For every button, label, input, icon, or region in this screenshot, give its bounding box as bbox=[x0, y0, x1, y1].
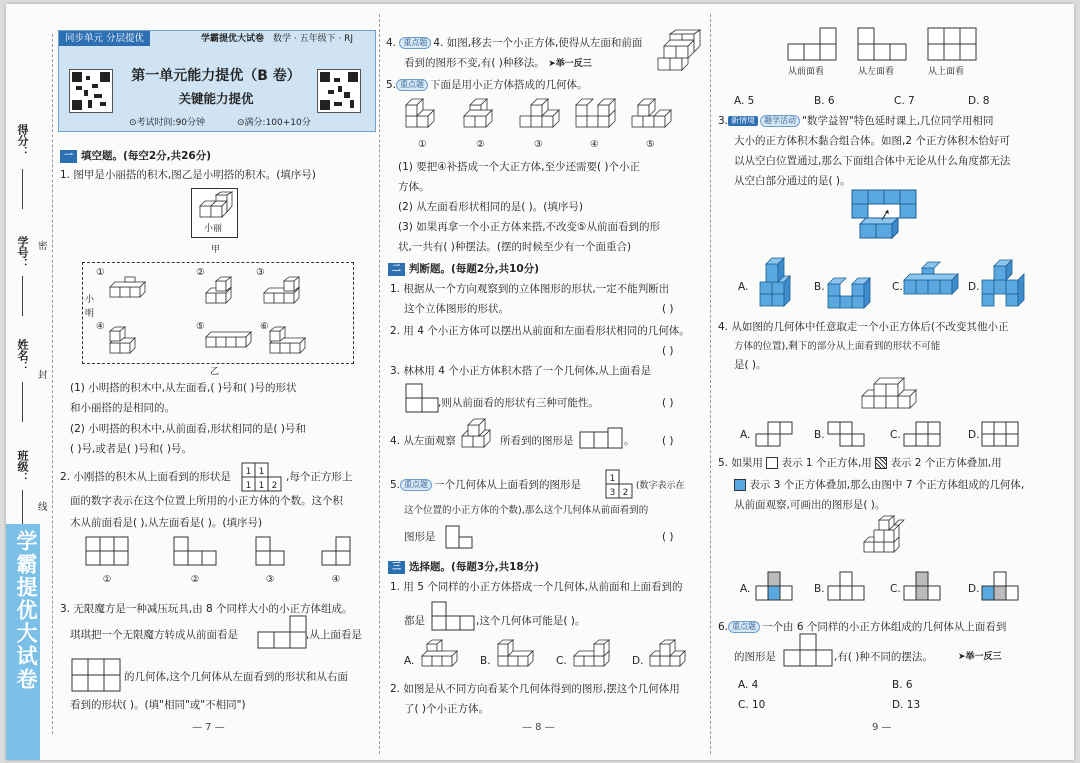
cell-5: 2 bbox=[271, 481, 278, 491]
j5-line3: 图形是 bbox=[404, 531, 436, 543]
seal-char-3: 线 bbox=[38, 502, 48, 513]
c2-view-front bbox=[788, 28, 836, 78]
cell-1: 1 bbox=[245, 467, 252, 477]
q2-option-2[interactable] bbox=[174, 537, 216, 586]
c5-line3: 从前面观察,可画出的图形是( )。 bbox=[734, 499, 886, 511]
c3-option-d[interactable] bbox=[968, 258, 1026, 310]
label-jia: 甲 bbox=[211, 245, 221, 255]
c4-option-c[interactable] bbox=[890, 422, 940, 446]
option-label: ③ bbox=[265, 574, 275, 585]
label-yi: 乙 bbox=[210, 367, 220, 377]
j1-answer[interactable]: ( ) bbox=[662, 303, 674, 315]
exam-spread bbox=[6, 4, 1074, 760]
j4-text3: 。 bbox=[624, 435, 635, 447]
q3-front-view bbox=[258, 616, 306, 648]
c3-text1: "数学益智"特色延时课上,几位同学用相同 bbox=[802, 115, 994, 127]
j4-figure bbox=[462, 418, 502, 452]
c5-text3: 表示 2 个正方体叠加,用 bbox=[890, 457, 1002, 469]
q3-line4: 看到的形状( )。(填"相同"或"不相同") bbox=[70, 699, 246, 711]
option-label: ② bbox=[476, 139, 485, 150]
q2-top-view-grid bbox=[242, 463, 282, 491]
option-label: D. bbox=[632, 655, 644, 667]
section-title: 选择题。(每题3分,共18分) bbox=[409, 561, 540, 573]
c5-option-b[interactable] bbox=[814, 572, 864, 602]
page-divider-1 bbox=[379, 14, 380, 754]
j3-answer[interactable]: ( ) bbox=[662, 397, 674, 409]
j4-text1: 4. 从左面观察 bbox=[390, 435, 456, 447]
c2-line1: 2. 如图是从不同方向看某个几何体得到的图形,摆这个几何体用 bbox=[390, 683, 680, 695]
view-label: 从上面看 bbox=[928, 67, 965, 77]
j2-answer[interactable]: ( ) bbox=[662, 345, 674, 357]
circle-num: ⑤ bbox=[196, 321, 205, 332]
option-label: B. bbox=[814, 281, 825, 293]
q4-tag: 重点题 bbox=[399, 37, 431, 49]
q4-text1: 4. 如图,移去一个小正方体,使得从左面和前面 bbox=[433, 37, 643, 49]
seal-char-2: 封 bbox=[38, 370, 48, 381]
c5-text2: 表示 1 个正方体,用 bbox=[781, 457, 872, 469]
j5-view bbox=[446, 526, 472, 548]
cell-2: 1 bbox=[258, 467, 265, 477]
option-label: ③ bbox=[534, 139, 543, 150]
c3-option-a[interactable] bbox=[738, 258, 794, 310]
q2-option-4[interactable] bbox=[322, 537, 350, 586]
q5-tag: 重点题 bbox=[396, 79, 428, 91]
q2-option-1[interactable] bbox=[86, 537, 128, 586]
q4-number: 4. bbox=[386, 37, 400, 49]
j2-line: 2. 用 4 个小正方体可以摆出从前面和左面看形状相同的几何体。 bbox=[390, 325, 690, 337]
brand-text: 学霸提优大试卷 bbox=[14, 530, 38, 691]
option-label: ① bbox=[418, 139, 427, 150]
series-name: 学霸提优大试卷 bbox=[201, 34, 265, 44]
book-info: 数学 · 五年级下 · RJ bbox=[273, 34, 354, 44]
header-ribbon: 同步单元 分层提优 bbox=[59, 31, 150, 46]
student-id-line bbox=[22, 276, 23, 316]
option-label: D. bbox=[968, 429, 980, 441]
c4-option-b[interactable] bbox=[814, 422, 864, 446]
c1-option-a[interactable] bbox=[404, 640, 464, 670]
q4-line1 bbox=[386, 36, 642, 50]
option-label: C. bbox=[892, 281, 903, 293]
legend-square-white bbox=[766, 457, 778, 469]
c6-more-link[interactable]: ➤举一反三 bbox=[958, 652, 1002, 662]
option-label: B. bbox=[814, 429, 825, 441]
q5-figure-4 bbox=[576, 98, 616, 151]
j5-number: 5. bbox=[390, 479, 401, 491]
option-label: A. bbox=[738, 281, 749, 293]
q5-figures bbox=[406, 98, 674, 154]
cell-4: 1 bbox=[258, 481, 265, 491]
option-label: A. bbox=[740, 583, 751, 595]
j4-answer[interactable]: ( ) bbox=[662, 435, 674, 447]
circle-num: ④ bbox=[96, 321, 105, 332]
c3-figure bbox=[852, 190, 928, 252]
c6-top-view bbox=[784, 634, 832, 666]
c4-figure bbox=[862, 376, 922, 414]
c2-option-b[interactable]: B. 6 bbox=[814, 95, 835, 107]
q4-line2 bbox=[404, 56, 592, 71]
q5-text: 下面是用小正方体搭成的几何体。 bbox=[430, 79, 588, 91]
section-number: 三 bbox=[388, 561, 405, 574]
section-title: 填空题。(每空2分,共26分) bbox=[81, 150, 212, 162]
c6-number: 6. bbox=[718, 621, 729, 633]
header-banner bbox=[58, 30, 376, 132]
j3-line1: 3. 林林用 4 个小正方体积木搭了一个几何体,从上面看是 bbox=[390, 365, 652, 377]
class-label: 班级： bbox=[16, 450, 29, 483]
option-label: D. bbox=[968, 281, 980, 293]
exam-score: ⊙满分:100+10分 bbox=[237, 118, 311, 128]
section-title: 判断题。(每题2分,共10分) bbox=[409, 263, 540, 275]
q5-figure-2 bbox=[464, 98, 500, 151]
q5-1-line1: (1) 要把④补搭成一个大正方体,至少还需要( )个小正 bbox=[398, 161, 640, 173]
cell-2: 3 bbox=[609, 488, 616, 498]
name-line bbox=[22, 382, 23, 422]
page-number-9: 9 — bbox=[872, 722, 892, 733]
label-xiaoming: 小明 bbox=[85, 295, 95, 319]
page-number-8: — 8 — bbox=[522, 722, 555, 733]
q3-line2-end: ,从上面看是 bbox=[306, 629, 362, 641]
figure-jia bbox=[191, 188, 238, 238]
option-label: ② bbox=[190, 574, 200, 585]
q5-3-line2: 状,一共有( )种摆法。(摆的时候至少有一个面重合) bbox=[398, 241, 632, 253]
cell-3: 1 bbox=[245, 481, 252, 491]
score-label: 得分： bbox=[16, 124, 29, 157]
section-number: 一 bbox=[60, 150, 77, 163]
j5-line2: 这个位置的小正方体的个数),那么这个几何体从前面看到的 bbox=[404, 505, 649, 516]
score-line bbox=[22, 169, 23, 209]
option-label: A. bbox=[740, 429, 751, 441]
option-label: B. bbox=[480, 655, 491, 667]
option-label: ④ bbox=[590, 139, 599, 150]
cell-3: 2 bbox=[622, 488, 629, 498]
qr-code-icon-left bbox=[69, 69, 113, 113]
c3-tag-activity: 趣学活动 bbox=[760, 115, 800, 127]
page-number-7: — 7 — bbox=[192, 722, 225, 733]
option-label: C. bbox=[890, 429, 901, 441]
c3-line2: 大小的正方体积木黏合组合体。如图,2 个正方体积木恰好可 bbox=[734, 135, 1010, 147]
circle-num: ⑥ bbox=[260, 321, 269, 332]
c6-option-a[interactable]: A. 4 bbox=[738, 679, 759, 691]
c6-line2-mid: ,有( )种不同的摆法。 bbox=[834, 651, 933, 663]
exam-title: 第一单元能力提优（B 卷） bbox=[131, 68, 301, 84]
q1-1-line1: (1) 小明搭的积木中,从左面看,( )号和( )号的形状 bbox=[70, 382, 297, 394]
c2-view-top bbox=[928, 28, 976, 78]
name-label: 姓名： bbox=[16, 339, 29, 372]
view-label: 从左面看 bbox=[858, 67, 895, 77]
q3-top-view bbox=[72, 659, 120, 691]
c1-line2-end: ,这个几何体可能是( )。 bbox=[476, 615, 586, 627]
cut-line bbox=[52, 34, 53, 734]
c4-line1: 4. 从如图的几何体中任意取走一个小正方体后(不改变其他小正 bbox=[718, 321, 1009, 333]
circle-num: ② bbox=[196, 267, 205, 278]
q1-2-line2: ( )号,或者是( )号和( )号。 bbox=[70, 443, 192, 455]
exam-time: ⊙考试时间:90分钟 bbox=[129, 118, 206, 128]
q5-figure-3 bbox=[520, 98, 560, 151]
yi-item-3 bbox=[256, 266, 310, 309]
j5-text2: (数字表示在 bbox=[636, 481, 685, 491]
c2-option-c[interactable]: C. 7 bbox=[894, 95, 915, 107]
section-fill-blank bbox=[60, 149, 211, 163]
option-label: ① bbox=[102, 574, 112, 585]
q2-option-3[interactable] bbox=[256, 537, 284, 586]
c1-option-d[interactable] bbox=[632, 640, 692, 670]
c3-line4: 从空白部分通过的是( )。 bbox=[734, 175, 851, 187]
c6-line2-start: 的图形是 bbox=[734, 651, 776, 663]
c5-line2 bbox=[734, 478, 1024, 492]
c1-view bbox=[432, 602, 474, 630]
yi-item-5 bbox=[196, 320, 256, 351]
c2-line2: 了( )个小正方体。 bbox=[404, 703, 490, 715]
j5-line1 bbox=[390, 478, 581, 492]
j4-view bbox=[580, 428, 622, 448]
legend-square-blue bbox=[734, 479, 746, 491]
c3-option-b[interactable] bbox=[814, 258, 874, 310]
c3-line1 bbox=[718, 114, 994, 128]
q3-line2: 琪琪把一个无限魔方转成从前面看是 bbox=[70, 629, 238, 641]
j5-top-view-grid bbox=[606, 470, 632, 498]
option-label: B. bbox=[814, 583, 825, 595]
option-label: ⑤ bbox=[646, 139, 655, 150]
legend-square-hatched bbox=[875, 457, 887, 469]
c6-option-c[interactable]: C. 10 bbox=[738, 699, 766, 711]
exam-subtitle: 关键能力提优 bbox=[178, 91, 254, 106]
q5-figure-5 bbox=[632, 98, 672, 151]
q3-line1: 3. 无限魔方是一种减压玩具,由 8 个同样大小的小正方体组成。 bbox=[60, 603, 353, 615]
q5-1-line2: 方体。 bbox=[398, 181, 430, 193]
q5-line bbox=[386, 78, 588, 92]
c2-option-d[interactable]: D. 8 bbox=[968, 95, 990, 107]
j3-line2: ,则从前面看的形状有三种可能性。 bbox=[438, 397, 599, 409]
j1-line2: 这个立体图形的形状。 bbox=[404, 303, 509, 315]
c5-line1 bbox=[718, 456, 1002, 470]
label-xiaoli: 小丽 bbox=[204, 224, 223, 234]
j5-answer[interactable]: ( ) bbox=[662, 531, 674, 543]
j4-text2: 所看到的图形是 bbox=[500, 435, 574, 447]
c3-line3: 以从空白位置通过,那么下面组合体中无论从什么角度都无法 bbox=[734, 155, 1011, 167]
c4-option-a[interactable] bbox=[740, 422, 792, 446]
c2-option-a[interactable]: A. 5 bbox=[734, 95, 755, 107]
q5-3-line1: (3) 如果再拿一个小正方体来搭,不改变⑤从前面看到的形 bbox=[398, 221, 660, 233]
q1-text: 1. 图甲是小丽搭的积木,图乙是小明搭的积木。(填序号) bbox=[60, 169, 316, 181]
j3-top-view bbox=[406, 384, 438, 412]
option-label: C. bbox=[890, 583, 901, 595]
c4-option-d[interactable] bbox=[968, 422, 1018, 446]
circle-num: ③ bbox=[256, 267, 265, 278]
option-label: ④ bbox=[331, 574, 341, 585]
yi-item-1 bbox=[96, 266, 154, 303]
c4-line3: 是( )。 bbox=[734, 359, 767, 371]
cell-1: 1 bbox=[609, 474, 616, 484]
j5-tag: 重点题 bbox=[400, 479, 432, 491]
c6-line1 bbox=[718, 620, 1006, 634]
c5-option-c[interactable] bbox=[890, 572, 940, 602]
q2-line1-end: ,每个正方形上 bbox=[286, 471, 353, 483]
c1-line1: 1. 用 5 个同样的小正方体搭成一个几何体,从前面和上面看到的 bbox=[390, 581, 683, 593]
c6-option-d[interactable]: D. 13 bbox=[892, 699, 921, 711]
c5-text4: 表示 3 个正方体叠加,那么由图中 7 个正方体组成的几何体, bbox=[749, 479, 1025, 491]
c5-option-d[interactable] bbox=[968, 572, 1018, 602]
yi-item-2 bbox=[196, 266, 246, 309]
c5-option-a[interactable] bbox=[740, 572, 792, 602]
option-label: A. bbox=[404, 655, 415, 667]
q4-figure bbox=[658, 30, 706, 74]
section-number: 二 bbox=[388, 263, 405, 276]
c5-text1: 5. 如果用 bbox=[718, 457, 763, 469]
q5-number: 5. bbox=[386, 79, 397, 91]
q1-2-line1: (2) 小明搭的积木中,从前面看,形状相同的是( )号和 bbox=[70, 423, 306, 435]
q2-line3: 木从前面看是( ),从左面看是( )。(填序号) bbox=[70, 517, 263, 529]
yi-item-4 bbox=[96, 320, 150, 359]
option-label: C. bbox=[556, 655, 567, 667]
j1-line1: 1. 根据从一个方向观察到的立体图形的形状,一定不能判断出 bbox=[390, 283, 670, 295]
c6-option-b[interactable]: B. 6 bbox=[892, 679, 913, 691]
yi-item-6 bbox=[260, 320, 314, 359]
circle-num: ① bbox=[96, 267, 105, 278]
q1-1-line2: 和小丽搭的是相同的。 bbox=[70, 402, 175, 414]
binding-margin bbox=[6, 4, 58, 760]
q2-line2: 面的数字表示在这个位置上所用的小正方体的个数。这个积 bbox=[70, 495, 343, 507]
qr-code-icon-right bbox=[317, 69, 361, 113]
q2-line1: 2. 小刚搭的积木从上面看到的形状是 bbox=[60, 471, 231, 483]
c4-line2: 方体的位置),剩下的部分从上面看到的形状不可能 bbox=[734, 341, 941, 352]
j5-text1: 一个几何体从上面看到的图形是 bbox=[434, 479, 582, 491]
c1-option-b[interactable] bbox=[480, 640, 540, 670]
q5-2-line: (2) 从左面看形状相同的是( )。(填序号) bbox=[398, 201, 583, 213]
c2-view-left bbox=[858, 28, 906, 78]
q4-text2: 看到的图形不变,有( )种移法。 bbox=[404, 57, 545, 69]
q4-more-link[interactable]: ➤举一反三 bbox=[548, 59, 592, 69]
c3-tag-new: 新情境 bbox=[728, 116, 758, 126]
option-label: D. bbox=[968, 583, 980, 595]
q3-line3: 的几何体,这个几何体从左面看到的形状和从右面 bbox=[124, 671, 348, 683]
c6-tag: 重点题 bbox=[728, 621, 760, 633]
brand-strip bbox=[6, 524, 40, 760]
c1-line2: 都是 bbox=[404, 615, 425, 627]
c5-figure bbox=[864, 516, 918, 560]
c3-option-c[interactable] bbox=[892, 258, 960, 310]
page-divider-2 bbox=[710, 14, 711, 754]
c6-text1: 一个由 6 个同样的小正方体组成的几何体从上面看到 bbox=[762, 621, 1007, 633]
c3-number: 3. bbox=[718, 115, 729, 127]
section-judge bbox=[388, 262, 539, 276]
student-id-label: 学号： bbox=[16, 236, 29, 269]
seal-char-1: 密 bbox=[38, 241, 48, 252]
view-label: 从前面看 bbox=[788, 67, 825, 77]
c1-option-c[interactable] bbox=[556, 640, 616, 670]
q5-figure-1 bbox=[406, 98, 442, 151]
section-choice bbox=[388, 560, 539, 574]
